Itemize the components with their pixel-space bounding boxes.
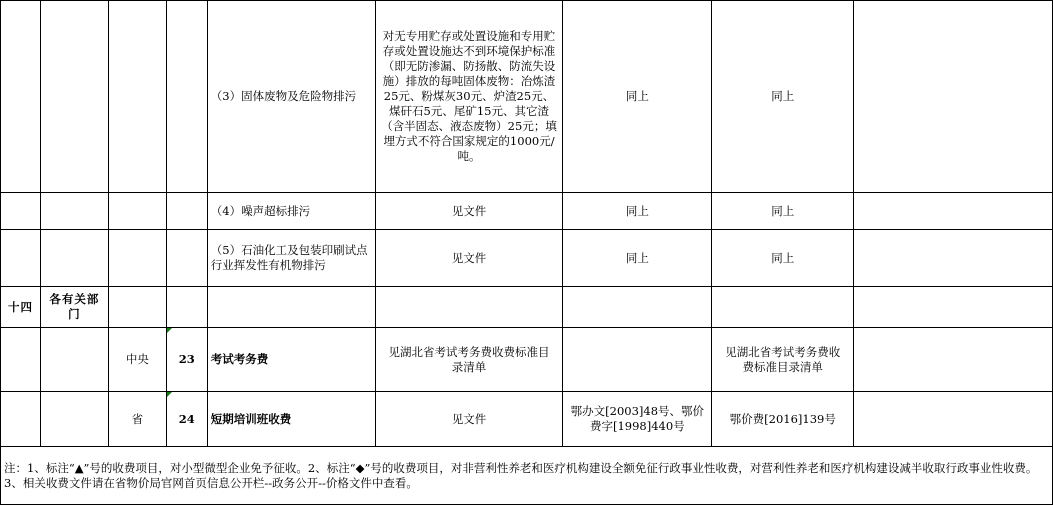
doc-cell: 同上 [712, 1, 854, 193]
table-row [1, 328, 1053, 392]
doc-cell: 见湖北省考试考务费收费标准目录清单 [712, 328, 854, 392]
basis-cell: 同上 [563, 193, 712, 230]
standard-cell: 见文件 [375, 193, 563, 230]
standard-cell: 对无专用贮存或处置设施和专用贮存或处置设施达不到环境保护标准（即无防渗漏、防扬散、防流失设施）排放的每吨固体废物：冶炼渣25元、粉煤灰30元、炉渣25元、煤矸石5元、尾矿15元、其它渣（含半固态、液态废物）25元；填埋方式不符合国家规定的1000元/吨。 [375, 1, 563, 193]
table-row [1, 230, 1053, 287]
cell-blank [712, 287, 854, 328]
cell-blank [40, 230, 108, 287]
footnote: 注：1、标注“▲”号的收费项目，对小型微型企业免予征收。2、标注“◆”号的收费项目，对非营利性养老和医疗机构建设全额免征行政事业性收费，对营利性养老和医疗机构建设减半收取行政事业性收费。3、相关收费文件请在省物价局官网首页信息公开栏--政务公开--价格文件中查看。 [1, 447, 1053, 505]
cell-blank [40, 392, 108, 447]
number-cell: 23 [166, 328, 207, 392]
cell-blank [1, 392, 41, 447]
table-row [1, 193, 1053, 230]
doc-cell: 同上 [712, 230, 854, 287]
cell-blank [854, 328, 1053, 392]
cell-blank [166, 287, 207, 328]
item-cell: （5）石油化工及包装印刷试点行业挥发性有机物排污 [207, 230, 375, 287]
note-row [1, 447, 1053, 505]
level-cell: 中央 [108, 328, 166, 392]
doc-cell: 同上 [712, 193, 854, 230]
cell-blank [108, 1, 166, 193]
basis-cell: 同上 [563, 230, 712, 287]
cell-blank [108, 230, 166, 287]
cell-blank [166, 193, 207, 230]
cell-blank [1, 230, 41, 287]
cell-blank [166, 230, 207, 287]
standard-cell: 见文件 [375, 392, 563, 447]
cell-blank [854, 193, 1053, 230]
cell-blank [1, 1, 41, 193]
cell-blank [108, 193, 166, 230]
item-cell: 短期培训班收费 [207, 392, 375, 447]
level-cell: 省 [108, 392, 166, 447]
cell-blank [854, 1, 1053, 193]
standard-cell: 见文件 [375, 230, 563, 287]
item-cell: 考试考务费 [207, 328, 375, 392]
cell-blank [854, 392, 1053, 447]
cell-blank [166, 1, 207, 193]
section-name: 各有关部门 [40, 287, 108, 328]
table-row [1, 1, 1053, 193]
standard-cell: 见湖北省考试考务费收费标准目录清单 [375, 328, 563, 392]
cell-blank [1, 328, 41, 392]
cell-blank [375, 287, 563, 328]
cell-blank [207, 287, 375, 328]
basis-cell: 同上 [563, 1, 712, 193]
cell-blank [40, 1, 108, 193]
doc-cell: 鄂价费[2016]139号 [712, 392, 854, 447]
table-row [1, 392, 1053, 447]
item-cell: （3）固体废物及危险物排污 [207, 1, 375, 193]
cell-blank [40, 328, 108, 392]
cell-blank [854, 287, 1053, 328]
section-number: 十四 [1, 287, 41, 328]
cell-blank [40, 193, 108, 230]
section-row [1, 287, 1053, 328]
cell-blank [1, 193, 41, 230]
basis-cell [563, 328, 712, 392]
item-cell: （4）噪声超标排污 [207, 193, 375, 230]
cell-blank [854, 230, 1053, 287]
number-cell: 24 [166, 392, 207, 447]
cell-blank [108, 287, 166, 328]
cell-blank [563, 287, 712, 328]
basis-cell: 鄂办文[2003]48号、鄂价费字[1998]440号 [563, 392, 712, 447]
